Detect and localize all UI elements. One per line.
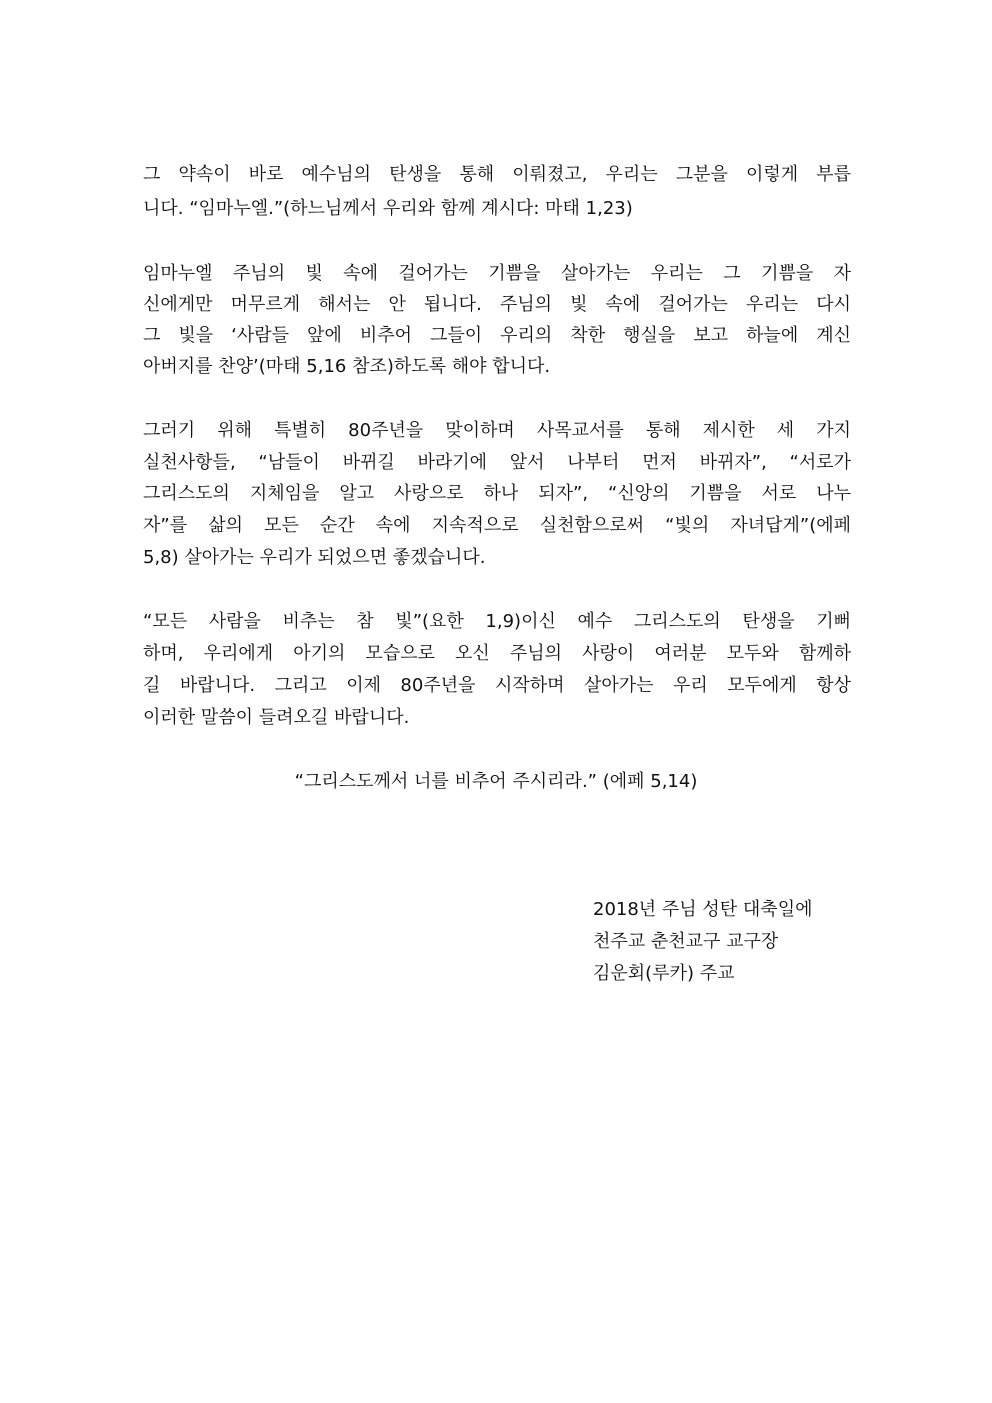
paragraph-4-line-2: 하며, 우리에게 아기의 모습으로 오신 주님의 사랑이 여러분 모두와 함께하: [143, 643, 851, 664]
paragraph-4-line-3: 길 바랍니다. 그리고 이제 80주년을 시작하며 살아가는 우리 모두에게 항상: [143, 675, 851, 696]
scripture-quote: “그리스도께서 너를 비추어 주시리라.” (에페 5,14): [294, 771, 698, 792]
paragraph-3-line-4: 자”를 삶의 모든 순간 속에 지속적으로 실천함으로써 “빛의 자녀답게”(에페: [143, 515, 851, 536]
signature-bishop: 김운회(루카) 주교: [593, 963, 735, 984]
paragraph-3-line-2: 실천사항들, “남들이 바뀌길 바라기에 앞서 나부터 먼저 바뀌자”, “서로가: [143, 452, 851, 473]
paragraph-3-line-5: 5,8) 살아가는 우리가 되었으면 좋겠습니다.: [143, 547, 486, 568]
paragraph-2-line-3: 그 빛을 ‘사람들 앞에 비추어 그들이 우리의 착한 행실을 보고 하늘에 계신: [143, 325, 851, 346]
paragraph-3-line-3: 그리스도의 지체임을 알고 사랑으로 하나 되자”, “신앙의 기쁨을 서로 나누: [143, 483, 851, 504]
paragraph-2-line-1: 임마누엘 주님의 빛 속에 걸어가는 기쁨을 살아가는 우리는 그 기쁨을 자: [143, 263, 851, 284]
paragraph-4-line-1: “모든 사람을 비추는 참 빛”(요한 1,9)이신 예수 그리스도의 탄생을 기뻐: [143, 611, 851, 632]
paragraph-2-line-2: 신에게만 머무르게 해서는 안 됩니다. 주님의 빛 속에 걸어가는 우리는 다시: [143, 294, 851, 315]
paragraph-1-line-2: 니다. “임마누엘.”(하느님께서 우리와 함께 계시다: 마태 1,23): [143, 198, 633, 219]
paragraph-1-line-1: 그 약속이 바로 예수님의 탄생을 통해 이뤄졌고, 우리는 그분을 이렇게 부릅: [143, 164, 851, 185]
paragraph-4-line-4: 이러한 말씀이 들려오길 바랍니다.: [143, 707, 410, 728]
paragraph-2-line-4: 아버지를 찬양’(마태 5,16 참조)하도록 해야 합니다.: [143, 356, 551, 377]
paragraph-3-line-1: 그러기 위해 특별히 80주년을 맞이하며 사목교서를 통해 제시한 세 가지: [143, 420, 851, 441]
signature-diocese: 천주교 춘천교구 교구장: [593, 931, 779, 952]
signature-date: 2018년 주님 성탄 대축일에: [593, 899, 813, 920]
